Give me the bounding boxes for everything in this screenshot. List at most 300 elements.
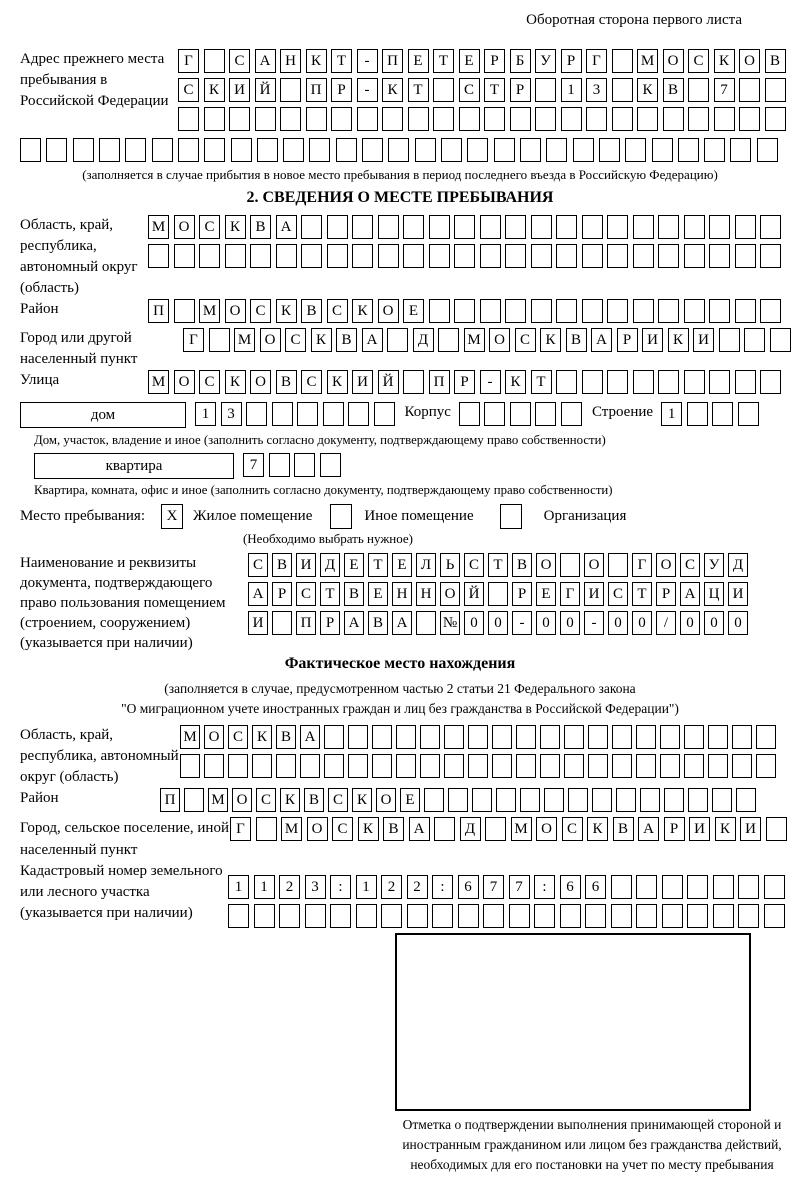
char-box[interactable] <box>704 138 725 162</box>
char-box[interactable]: : <box>534 875 555 899</box>
char-box[interactable] <box>301 215 322 239</box>
char-box[interactable] <box>309 138 330 162</box>
char-box[interactable]: Г <box>586 49 607 73</box>
char-box[interactable]: Е <box>408 49 429 73</box>
char-box[interactable] <box>712 402 733 426</box>
char-box[interactable]: П <box>429 370 450 394</box>
char-box[interactable] <box>633 215 654 239</box>
char-box[interactable] <box>374 402 395 426</box>
char-box[interactable] <box>403 244 424 268</box>
char-box[interactable] <box>760 299 781 323</box>
char-box[interactable]: И <box>229 78 250 102</box>
char-box[interactable]: Л <box>416 553 436 577</box>
char-box[interactable] <box>372 725 392 749</box>
char-box[interactable] <box>658 370 679 394</box>
char-box[interactable] <box>444 754 464 778</box>
char-box[interactable] <box>480 215 501 239</box>
char-box[interactable] <box>468 725 488 749</box>
char-box[interactable] <box>496 788 516 812</box>
char-box[interactable] <box>616 788 636 812</box>
char-box[interactable] <box>544 788 564 812</box>
stay-type-checkbox-other[interactable] <box>330 504 352 529</box>
char-box[interactable] <box>708 754 728 778</box>
char-box[interactable]: Т <box>433 49 454 73</box>
char-box[interactable] <box>663 107 684 131</box>
char-box[interactable]: С <box>228 725 248 749</box>
char-box[interactable] <box>279 904 300 928</box>
char-box[interactable] <box>454 244 475 268</box>
char-box[interactable] <box>764 904 785 928</box>
char-box[interactable]: И <box>689 817 710 841</box>
char-box[interactable] <box>735 370 756 394</box>
char-box[interactable]: К <box>637 78 658 102</box>
char-box[interactable]: А <box>409 817 430 841</box>
char-box[interactable]: У <box>704 553 724 577</box>
char-box[interactable]: И <box>352 370 373 394</box>
char-box[interactable]: М <box>148 370 169 394</box>
char-box[interactable] <box>480 299 501 323</box>
char-box[interactable] <box>396 725 416 749</box>
char-box[interactable] <box>633 299 654 323</box>
char-box[interactable]: С <box>688 49 709 73</box>
char-box[interactable]: - <box>584 611 604 635</box>
char-box[interactable] <box>760 244 781 268</box>
char-box[interactable]: 3 <box>586 78 607 102</box>
char-box[interactable] <box>180 754 200 778</box>
char-box[interactable]: М <box>464 328 485 352</box>
char-box[interactable] <box>582 244 603 268</box>
char-box[interactable] <box>148 244 169 268</box>
char-box[interactable] <box>459 402 480 426</box>
char-box[interactable]: Р <box>484 49 505 73</box>
char-box[interactable]: С <box>285 328 306 352</box>
char-box[interactable]: К <box>352 788 372 812</box>
char-box[interactable] <box>607 370 628 394</box>
char-box[interactable]: И <box>728 582 748 606</box>
char-box[interactable]: Р <box>512 582 532 606</box>
char-box[interactable] <box>760 215 781 239</box>
char-box[interactable]: А <box>344 611 364 635</box>
char-box[interactable]: 7 <box>243 453 264 477</box>
char-box[interactable] <box>516 754 536 778</box>
char-box[interactable]: - <box>480 370 501 394</box>
char-box[interactable] <box>637 107 658 131</box>
char-box[interactable]: В <box>336 328 357 352</box>
char-box[interactable] <box>732 754 752 778</box>
char-box[interactable] <box>556 299 577 323</box>
char-box[interactable]: С <box>459 78 480 102</box>
char-box[interactable]: С <box>327 299 348 323</box>
char-box[interactable]: В <box>276 725 296 749</box>
char-box[interactable] <box>765 78 786 102</box>
char-box[interactable] <box>348 725 368 749</box>
char-box[interactable]: Р <box>272 582 292 606</box>
char-box[interactable]: Т <box>632 582 652 606</box>
char-box[interactable] <box>719 328 740 352</box>
char-box[interactable] <box>505 215 526 239</box>
char-box[interactable] <box>483 904 504 928</box>
char-box[interactable]: : <box>330 875 351 899</box>
char-box[interactable] <box>556 370 577 394</box>
char-box[interactable]: К <box>276 299 297 323</box>
char-box[interactable]: И <box>693 328 714 352</box>
char-box[interactable] <box>535 107 556 131</box>
char-box[interactable]: К <box>204 78 225 102</box>
char-box[interactable]: Т <box>531 370 552 394</box>
char-box[interactable] <box>660 725 680 749</box>
char-box[interactable] <box>658 215 679 239</box>
char-box[interactable] <box>348 754 368 778</box>
char-box[interactable]: Т <box>320 582 340 606</box>
char-box[interactable]: А <box>300 725 320 749</box>
char-box[interactable]: К <box>311 328 332 352</box>
char-box[interactable] <box>585 904 606 928</box>
char-box[interactable] <box>636 754 656 778</box>
char-box[interactable] <box>280 107 301 131</box>
char-box[interactable]: К <box>714 49 735 73</box>
char-box[interactable] <box>633 370 654 394</box>
char-box[interactable]: Г <box>230 817 251 841</box>
char-box[interactable]: К <box>352 299 373 323</box>
char-box[interactable] <box>225 244 246 268</box>
char-box[interactable] <box>327 244 348 268</box>
char-box[interactable]: П <box>306 78 327 102</box>
char-box[interactable]: К <box>587 817 608 841</box>
char-box[interactable]: Ц <box>704 582 724 606</box>
char-box[interactable]: 2 <box>381 875 402 899</box>
char-box[interactable]: Е <box>459 49 480 73</box>
char-box[interactable]: М <box>199 299 220 323</box>
char-box[interactable]: В <box>566 328 587 352</box>
char-box[interactable]: 2 <box>407 875 428 899</box>
char-box[interactable] <box>300 754 320 778</box>
char-box[interactable] <box>764 875 785 899</box>
char-box[interactable] <box>204 107 225 131</box>
char-box[interactable]: 0 <box>488 611 508 635</box>
char-box[interactable] <box>688 78 709 102</box>
char-box[interactable] <box>408 107 429 131</box>
char-box[interactable] <box>485 817 506 841</box>
char-box[interactable] <box>744 328 765 352</box>
char-box[interactable]: О <box>739 49 760 73</box>
char-box[interactable] <box>636 904 657 928</box>
char-box[interactable]: О <box>174 370 195 394</box>
char-box[interactable]: П <box>148 299 169 323</box>
char-box[interactable]: Г <box>183 328 204 352</box>
char-box[interactable] <box>510 107 531 131</box>
char-box[interactable] <box>640 788 660 812</box>
char-box[interactable] <box>688 788 708 812</box>
char-box[interactable]: Б <box>510 49 531 73</box>
char-box[interactable] <box>204 754 224 778</box>
char-box[interactable]: 1 <box>254 875 275 899</box>
char-box[interactable] <box>561 107 582 131</box>
char-box[interactable] <box>687 904 708 928</box>
char-box[interactable]: 1 <box>228 875 249 899</box>
char-box[interactable]: 0 <box>680 611 700 635</box>
char-box[interactable] <box>174 299 195 323</box>
char-box[interactable] <box>708 725 728 749</box>
char-box[interactable]: М <box>148 215 169 239</box>
char-box[interactable]: 7 <box>714 78 735 102</box>
char-box[interactable] <box>633 244 654 268</box>
char-box[interactable] <box>684 754 704 778</box>
char-box[interactable] <box>228 904 249 928</box>
char-box[interactable]: С <box>199 370 220 394</box>
char-box[interactable]: 0 <box>704 611 724 635</box>
char-box[interactable] <box>684 725 704 749</box>
char-box[interactable] <box>356 904 377 928</box>
char-box[interactable]: В <box>765 49 786 73</box>
char-box[interactable]: К <box>505 370 526 394</box>
char-box[interactable] <box>228 754 248 778</box>
char-box[interactable] <box>324 725 344 749</box>
char-box[interactable] <box>297 402 318 426</box>
char-box[interactable] <box>505 299 526 323</box>
char-box[interactable] <box>403 370 424 394</box>
char-box[interactable] <box>687 875 708 899</box>
char-box[interactable] <box>709 215 730 239</box>
char-box[interactable]: М <box>234 328 255 352</box>
char-box[interactable] <box>636 875 657 899</box>
char-box[interactable]: Р <box>331 78 352 102</box>
char-box[interactable] <box>766 817 787 841</box>
char-box[interactable] <box>438 328 459 352</box>
char-box[interactable]: Е <box>392 553 412 577</box>
char-box[interactable]: 0 <box>464 611 484 635</box>
char-box[interactable] <box>535 78 556 102</box>
char-box[interactable] <box>612 107 633 131</box>
char-box[interactable] <box>568 788 588 812</box>
char-box[interactable] <box>560 904 581 928</box>
char-box[interactable]: - <box>512 611 532 635</box>
char-box[interactable] <box>324 754 344 778</box>
char-box[interactable]: Т <box>488 553 508 577</box>
char-box[interactable] <box>348 402 369 426</box>
char-box[interactable]: В <box>250 215 271 239</box>
char-box[interactable]: Р <box>664 817 685 841</box>
char-box[interactable] <box>564 754 584 778</box>
char-box[interactable] <box>582 299 603 323</box>
char-box[interactable] <box>459 107 480 131</box>
char-box[interactable]: С <box>296 582 316 606</box>
char-box[interactable]: Т <box>408 78 429 102</box>
char-box[interactable] <box>678 138 699 162</box>
char-box[interactable]: 7 <box>483 875 504 899</box>
char-box[interactable]: П <box>382 49 403 73</box>
char-box[interactable] <box>709 244 730 268</box>
char-box[interactable]: 0 <box>560 611 580 635</box>
char-box[interactable] <box>494 138 515 162</box>
char-box[interactable] <box>323 402 344 426</box>
char-box[interactable]: О <box>174 215 195 239</box>
char-box[interactable]: № <box>440 611 460 635</box>
char-box[interactable] <box>736 788 756 812</box>
char-box[interactable] <box>658 299 679 323</box>
char-box[interactable]: 3 <box>221 402 242 426</box>
char-box[interactable]: О <box>204 725 224 749</box>
char-box[interactable] <box>531 215 552 239</box>
char-box[interactable]: О <box>663 49 684 73</box>
char-box[interactable]: К <box>225 215 246 239</box>
char-box[interactable] <box>280 78 301 102</box>
char-box[interactable]: О <box>489 328 510 352</box>
char-box[interactable] <box>505 244 526 268</box>
char-box[interactable]: С <box>562 817 583 841</box>
char-box[interactable] <box>664 788 684 812</box>
char-box[interactable]: Т <box>484 78 505 102</box>
char-box[interactable] <box>738 402 759 426</box>
char-box[interactable] <box>255 107 276 131</box>
char-box[interactable] <box>484 402 505 426</box>
char-box[interactable] <box>441 138 462 162</box>
char-box[interactable]: К <box>358 817 379 841</box>
char-box[interactable]: С <box>332 817 353 841</box>
char-box[interactable]: 0 <box>536 611 556 635</box>
char-box[interactable] <box>735 215 756 239</box>
char-box[interactable] <box>424 788 444 812</box>
char-box[interactable]: Ь <box>440 553 460 577</box>
char-box[interactable] <box>283 138 304 162</box>
char-box[interactable] <box>714 107 735 131</box>
char-box[interactable] <box>757 138 778 162</box>
char-box[interactable]: С <box>178 78 199 102</box>
char-box[interactable] <box>540 754 560 778</box>
char-box[interactable]: Т <box>368 553 388 577</box>
char-box[interactable] <box>636 725 656 749</box>
char-box[interactable] <box>199 244 220 268</box>
char-box[interactable]: В <box>344 582 364 606</box>
char-box[interactable] <box>531 299 552 323</box>
char-box[interactable] <box>294 453 315 477</box>
char-box[interactable] <box>429 215 450 239</box>
char-box[interactable]: А <box>638 817 659 841</box>
char-box[interactable]: 0 <box>632 611 652 635</box>
char-box[interactable]: Е <box>403 299 424 323</box>
char-box[interactable]: И <box>740 817 761 841</box>
char-box[interactable]: 0 <box>728 611 748 635</box>
char-box[interactable]: / <box>656 611 676 635</box>
char-box[interactable]: 3 <box>305 875 326 899</box>
char-box[interactable] <box>612 49 633 73</box>
char-box[interactable]: Д <box>320 553 340 577</box>
char-box[interactable]: : <box>432 875 453 899</box>
char-box[interactable]: А <box>255 49 276 73</box>
char-box[interactable]: С <box>256 788 276 812</box>
char-box[interactable] <box>756 754 776 778</box>
char-box[interactable]: В <box>663 78 684 102</box>
char-box[interactable] <box>713 875 734 899</box>
char-box[interactable] <box>484 107 505 131</box>
char-box[interactable]: С <box>250 299 271 323</box>
char-box[interactable] <box>433 107 454 131</box>
stay-type-checkbox-organization[interactable] <box>500 504 522 529</box>
char-box[interactable] <box>480 244 501 268</box>
char-box[interactable]: Г <box>632 553 652 577</box>
char-box[interactable] <box>250 244 271 268</box>
char-box[interactable] <box>336 138 357 162</box>
char-box[interactable]: П <box>160 788 180 812</box>
char-box[interactable] <box>378 215 399 239</box>
char-box[interactable]: 0 <box>608 611 628 635</box>
char-box[interactable]: С <box>229 49 250 73</box>
char-box[interactable] <box>327 215 348 239</box>
char-box[interactable] <box>433 78 454 102</box>
char-box[interactable] <box>269 453 290 477</box>
char-box[interactable]: М <box>511 817 532 841</box>
char-box[interactable] <box>415 138 436 162</box>
char-box[interactable] <box>252 754 272 778</box>
char-box[interactable]: К <box>668 328 689 352</box>
char-box[interactable] <box>429 244 450 268</box>
char-box[interactable]: 6 <box>458 875 479 899</box>
char-box[interactable] <box>625 138 646 162</box>
char-box[interactable] <box>660 754 680 778</box>
stay-type-checkbox-residential[interactable]: X <box>161 504 183 529</box>
char-box[interactable] <box>174 244 195 268</box>
char-box[interactable]: К <box>252 725 272 749</box>
char-box[interactable] <box>229 107 250 131</box>
char-box[interactable] <box>712 788 732 812</box>
char-box[interactable]: В <box>512 553 532 577</box>
char-box[interactable]: О <box>260 328 281 352</box>
char-box[interactable] <box>658 244 679 268</box>
char-box[interactable]: С <box>328 788 348 812</box>
char-box[interactable]: В <box>368 611 388 635</box>
char-box[interactable]: Г <box>560 582 580 606</box>
char-box[interactable] <box>662 875 683 899</box>
char-box[interactable]: С <box>301 370 322 394</box>
char-box[interactable] <box>99 138 120 162</box>
char-box[interactable]: Р <box>454 370 475 394</box>
char-box[interactable]: М <box>180 725 200 749</box>
char-box[interactable] <box>765 107 786 131</box>
char-box[interactable] <box>257 138 278 162</box>
char-box[interactable]: Й <box>255 78 276 102</box>
char-box[interactable]: М <box>208 788 228 812</box>
char-box[interactable] <box>458 904 479 928</box>
char-box[interactable] <box>732 725 752 749</box>
char-box[interactable] <box>556 215 577 239</box>
char-box[interactable] <box>204 49 225 73</box>
char-box[interactable] <box>588 754 608 778</box>
char-box[interactable]: Д <box>460 817 481 841</box>
char-box[interactable]: Е <box>368 582 388 606</box>
char-box[interactable] <box>272 611 292 635</box>
char-box[interactable] <box>231 138 252 162</box>
char-box[interactable]: О <box>536 817 557 841</box>
char-box[interactable]: О <box>378 299 399 323</box>
char-box[interactable] <box>535 402 556 426</box>
char-box[interactable]: - <box>357 49 378 73</box>
char-box[interactable] <box>396 754 416 778</box>
char-box[interactable]: С <box>464 553 484 577</box>
char-box[interactable] <box>330 904 351 928</box>
char-box[interactable] <box>520 138 541 162</box>
char-box[interactable]: О <box>307 817 328 841</box>
char-box[interactable]: А <box>591 328 612 352</box>
char-box[interactable]: 2 <box>279 875 300 899</box>
char-box[interactable] <box>468 754 488 778</box>
char-box[interactable] <box>586 107 607 131</box>
char-box[interactable] <box>448 788 468 812</box>
char-box[interactable]: К <box>715 817 736 841</box>
char-box[interactable]: О <box>536 553 556 577</box>
char-box[interactable] <box>272 402 293 426</box>
char-box[interactable] <box>362 138 383 162</box>
char-box[interactable] <box>607 244 628 268</box>
char-box[interactable]: 6 <box>560 875 581 899</box>
